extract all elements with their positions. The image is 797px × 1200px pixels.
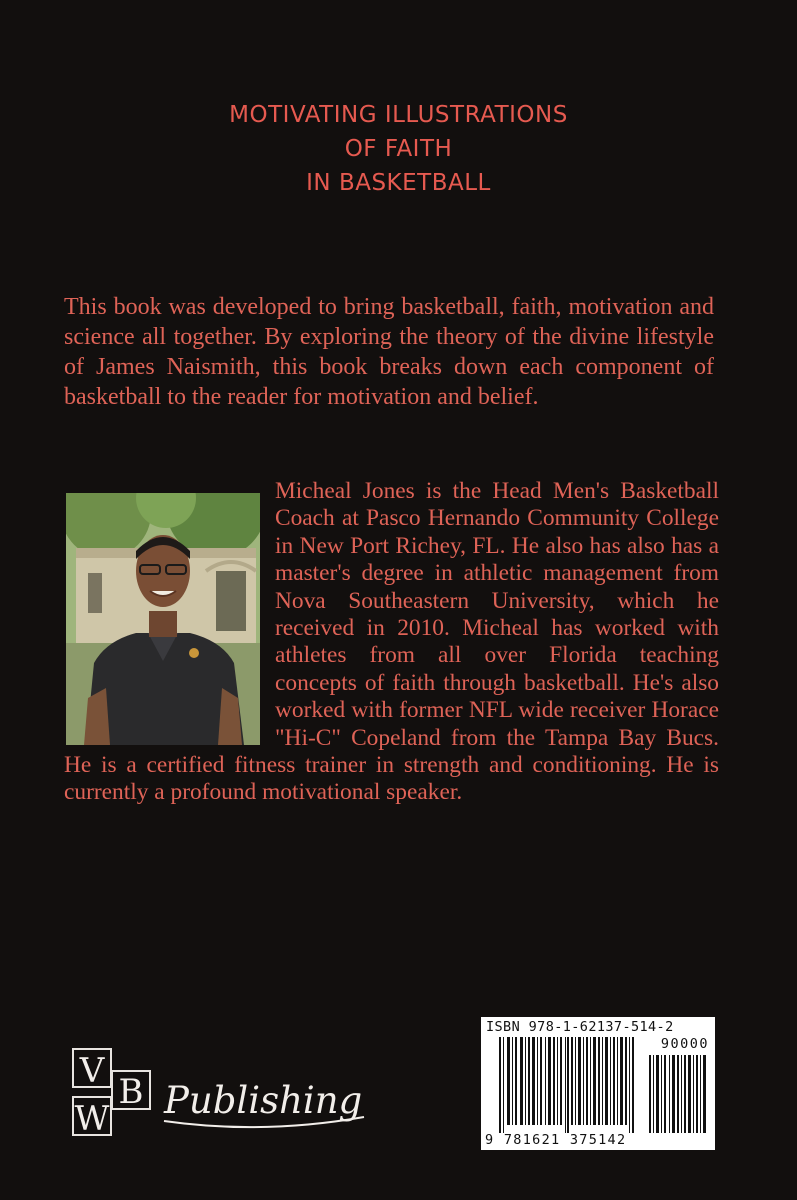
monogram-letter-v: V xyxy=(79,1051,105,1091)
barcode-digits: 9 781621 375142 xyxy=(485,1132,627,1148)
barcode-bars-addon xyxy=(649,1055,709,1133)
barcode-bars-main xyxy=(499,1037,639,1133)
book-description: This book was developed to bring basketball, faith, motivation and science all together. By exploring the theory of the divine lifestyle of James Naismith, this book breaks down each component of basketball to the reader for motivation and belief. xyxy=(64,294,714,410)
title-line-1: MOTIVATING ILLUSTRATIONS xyxy=(229,102,568,128)
publisher-name: Publishing xyxy=(164,1079,363,1122)
isbn-label: ISBN 978-1-62137-514-2 xyxy=(486,1019,674,1035)
monogram-letter-b: B xyxy=(118,1072,144,1112)
monogram-icon xyxy=(73,1049,150,1139)
title-line-2: OF FAITH xyxy=(344,136,453,162)
author-bio-section xyxy=(64,478,719,807)
isbn-barcode xyxy=(481,1017,715,1150)
title-line-3: IN BASKETBALL xyxy=(306,170,491,196)
book-title xyxy=(0,98,797,200)
author-bio-text: Micheal Jones is the Head Men's Basketball Coach at Pasco Hernando Community College in New Port Richey, FL. He also has also has a master's degree in athletic management from Nova Southeastern University, which he received in 2010. Micheal has worked with athletes from all over Florida teaching concepts of faith through basketball. He's also worked with former NFL wide receiver Horace "Hi-C" Copeland from the Tampa Bay Bucs. He is a certified fitness trainer in strength and conditioning. He is currently a profound motivational speaker. xyxy=(64,478,719,806)
price-code: 90000 xyxy=(660,1036,709,1052)
author-photo xyxy=(66,493,260,745)
publisher-logo xyxy=(72,1047,382,1142)
monogram-letter-w: W xyxy=(74,1099,110,1139)
